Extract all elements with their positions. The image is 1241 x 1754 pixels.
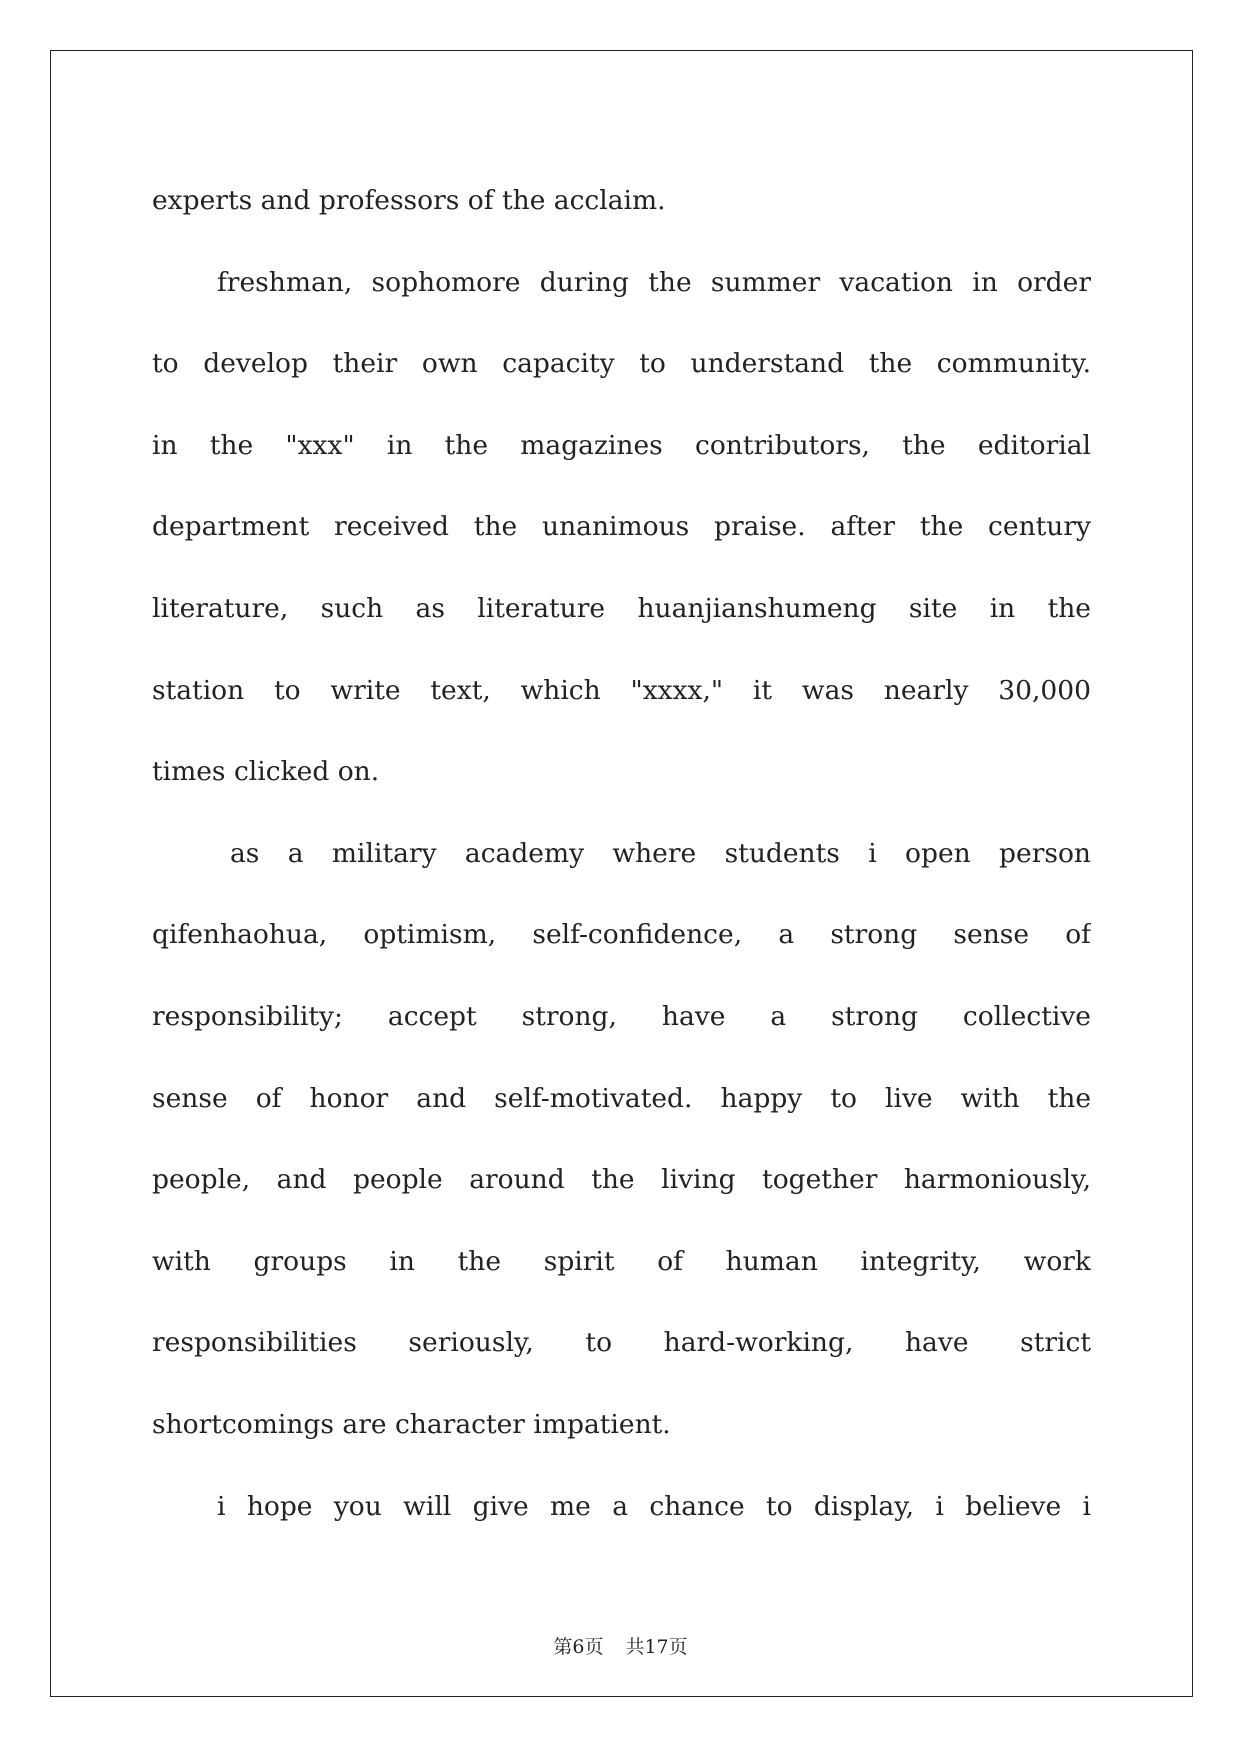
text-line: in the "xxx" in the magazines contributors, the editorial — [152, 429, 1091, 461]
text-line: to develop their own capacity to understand the community. — [152, 348, 1091, 380]
document-body — [152, 160, 1091, 1547]
text-line: qifenhaohua, optimism, self-confidence, a strong sense of — [152, 919, 1091, 951]
text-line: sense of honor and self-motivated. happy to live with the — [152, 1082, 1091, 1114]
text-line: literature, such as literature huanjianshumeng site in the — [152, 592, 1091, 624]
text-line: responsibility; accept strong, have a strong collective — [152, 1000, 1091, 1032]
text-line: station to write text, which "xxxx," it was nearly 30,000 — [152, 674, 1091, 706]
text-line: shortcomings are character impatient. — [152, 1408, 671, 1440]
text-line: with groups in the spirit of human integrity, work — [152, 1245, 1091, 1277]
text-line: freshman, sophomore during the summer vacation in order — [217, 266, 1091, 298]
current-page-number: 第6页 — [553, 1636, 604, 1658]
text-line: experts and professors of the acclaim. — [152, 185, 666, 216]
text-line: department received the unanimous praise. after the century — [152, 511, 1091, 543]
text-line: i hope you will give me a chance to display, i believe i — [217, 1490, 1091, 1522]
total-pages: 共17页 — [625, 1636, 688, 1658]
text-line: people, and people around the living together harmoniously, — [152, 1164, 1091, 1196]
text-line: as a military academy where students i open person — [230, 837, 1091, 869]
text-line: times clicked on. — [152, 756, 380, 788]
page-footer — [0, 1632, 1241, 1659]
text-line: responsibilities seriously, to hard-working, have strict — [152, 1327, 1091, 1359]
